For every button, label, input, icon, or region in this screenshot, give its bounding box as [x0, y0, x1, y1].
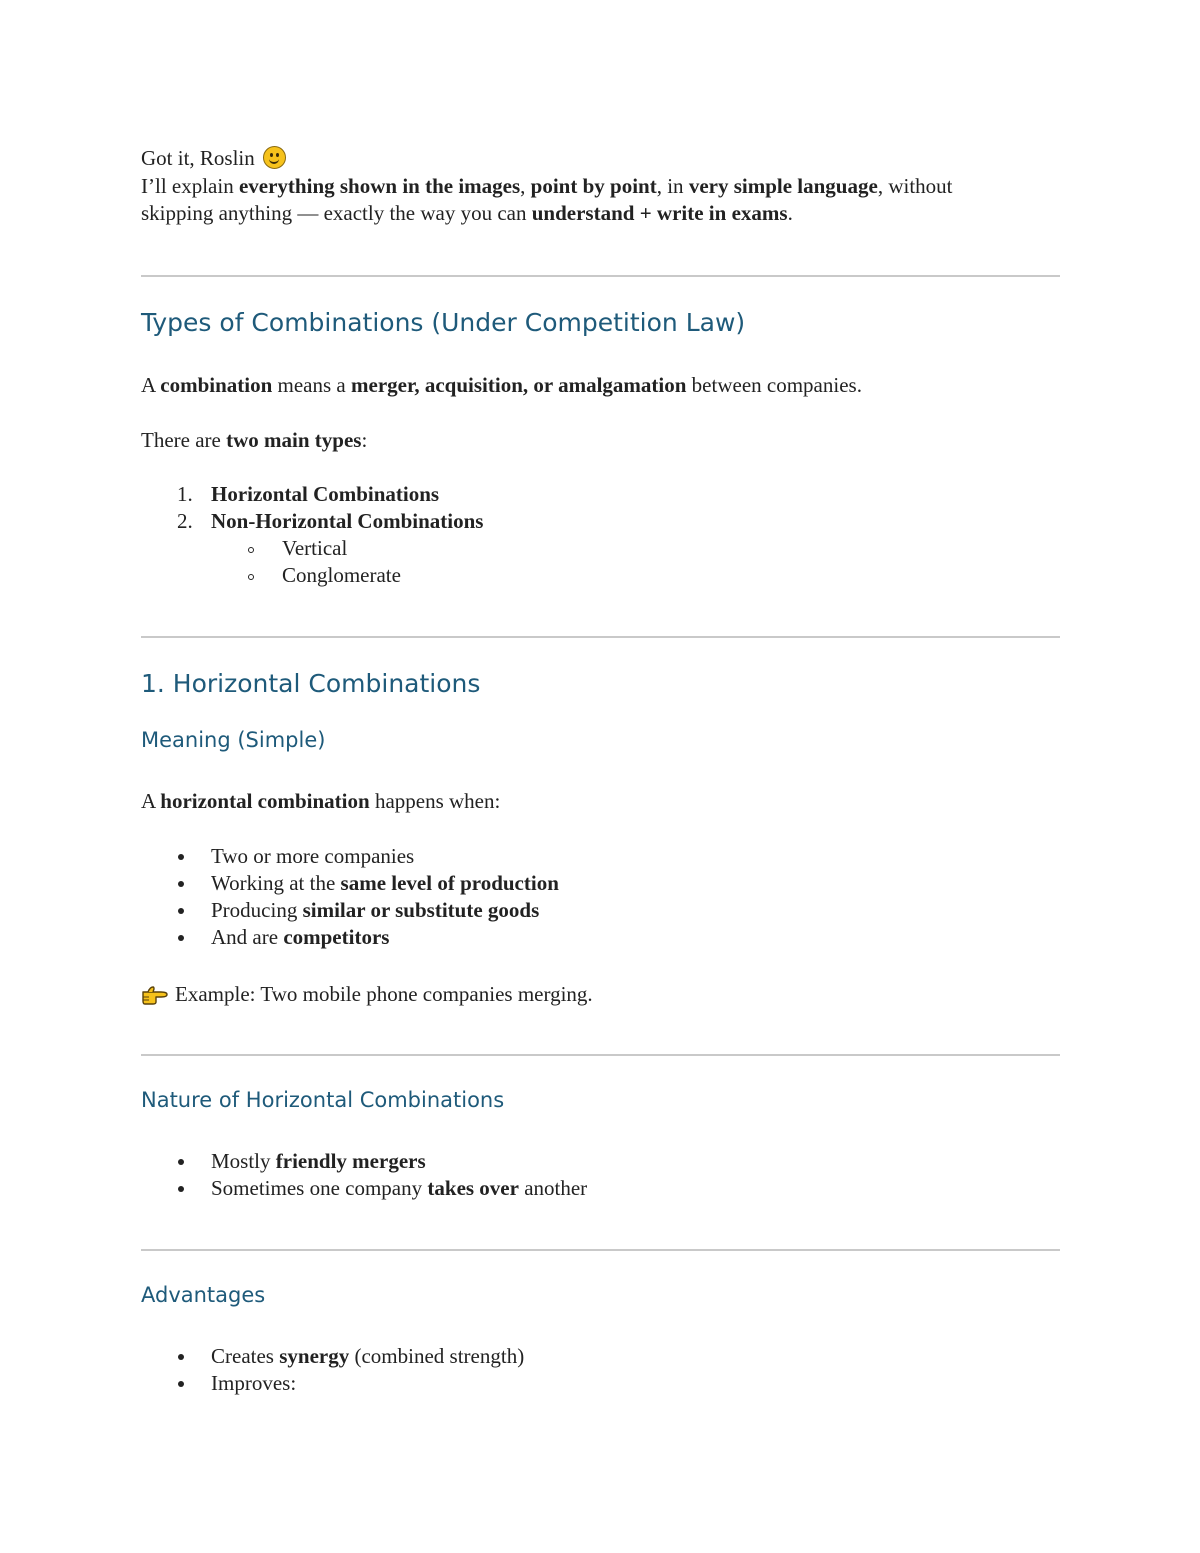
text: Improves: — [211, 1371, 297, 1395]
emphasis: merger, acquisition, or amalgamation — [351, 373, 687, 397]
greeting-text: Got it, Roslin — [141, 146, 255, 170]
text: between companies. — [686, 373, 862, 397]
list-item — [141, 843, 1060, 870]
greeting-line — [141, 143, 1060, 173]
text: I’ll explain — [141, 174, 239, 198]
horizontal-definition — [141, 788, 1060, 815]
text: : — [361, 428, 368, 452]
divider — [141, 636, 1060, 638]
text: And are — [211, 925, 284, 949]
divider — [141, 1054, 1060, 1056]
text: There are — [141, 428, 227, 452]
smiling-face-icon — [263, 146, 286, 169]
divider — [141, 275, 1060, 277]
pointing-hand-icon — [141, 983, 171, 1005]
section-heading-types: Types of Combinations (Under Competition Law) — [141, 308, 746, 337]
example-text: Example: Two mobile phone companies merging. — [175, 982, 593, 1006]
emphasis: combination — [160, 373, 273, 397]
advantages-bullets — [141, 1343, 1060, 1397]
text: happens when: — [369, 789, 501, 813]
emphasis: two main types — [226, 428, 362, 452]
intro-line-1 — [141, 173, 1060, 200]
text: Mostly — [211, 1149, 276, 1173]
emphasis: similar or substitute goods — [302, 898, 540, 922]
list-item — [141, 1148, 1060, 1175]
divider — [141, 1249, 1060, 1251]
text: Working at the — [211, 871, 341, 895]
text: skipping anything — exactly the way you can — [141, 201, 532, 225]
combination-definition — [141, 372, 1060, 399]
text: another — [518, 1176, 588, 1200]
list-item — [141, 508, 1060, 535]
emphasis: very simple language — [688, 174, 878, 198]
emphasis: takes over — [427, 1176, 519, 1200]
section-heading-horizontal: 1. Horizontal Combinations — [141, 669, 481, 698]
text: , in — [656, 174, 689, 198]
emphasis: point by point — [530, 174, 657, 198]
text: (combined strength) — [349, 1344, 525, 1368]
text: Two or more companies — [211, 844, 415, 868]
emphasis: horizontal combination — [160, 789, 370, 813]
list-item — [141, 1343, 1060, 1370]
text: Sometimes one company — [211, 1176, 428, 1200]
list-item — [141, 1175, 1060, 1202]
list-item-label: Horizontal Combinations — [211, 482, 440, 506]
subheading-meaning: Meaning (Simple) — [141, 728, 326, 752]
intro-line-2 — [141, 200, 1060, 227]
intro-block — [141, 143, 1060, 227]
list-item-label: Non-Horizontal Combinations — [211, 509, 484, 533]
emphasis: friendly mergers — [275, 1149, 426, 1173]
types-intro — [141, 427, 1060, 454]
document-page — [141, 143, 1060, 1397]
list-item — [141, 870, 1060, 897]
list-item — [141, 1370, 1060, 1397]
non-horizontal-sublist — [141, 535, 1060, 589]
emphasis: synergy — [279, 1344, 350, 1368]
list-item — [141, 924, 1060, 951]
text: . — [787, 201, 793, 225]
sublist-item: Conglomerate — [141, 562, 1060, 589]
horizontal-bullets — [141, 843, 1060, 951]
emphasis: understand + write in exams — [531, 201, 788, 225]
text: , — [520, 174, 531, 198]
list-number: 1. — [177, 482, 193, 506]
sublist-item: Vertical — [141, 535, 1060, 562]
text: Creates — [211, 1344, 280, 1368]
text: A — [141, 373, 161, 397]
types-list — [141, 481, 1060, 535]
text: A — [141, 789, 161, 813]
text: , without — [877, 174, 953, 198]
list-number: 2. — [177, 509, 193, 533]
section-heading-nature: Nature of Horizontal Combinations — [141, 1088, 505, 1112]
nature-bullets — [141, 1148, 1060, 1202]
example-line — [141, 981, 1060, 1008]
emphasis: same level of production — [340, 871, 559, 895]
emphasis: competitors — [283, 925, 390, 949]
text: means a — [272, 373, 352, 397]
list-item — [141, 481, 1060, 508]
text: Producing — [211, 898, 303, 922]
section-heading-advantages: Advantages — [141, 1283, 266, 1307]
list-item — [141, 897, 1060, 924]
emphasis: everything shown in the images — [238, 174, 521, 198]
